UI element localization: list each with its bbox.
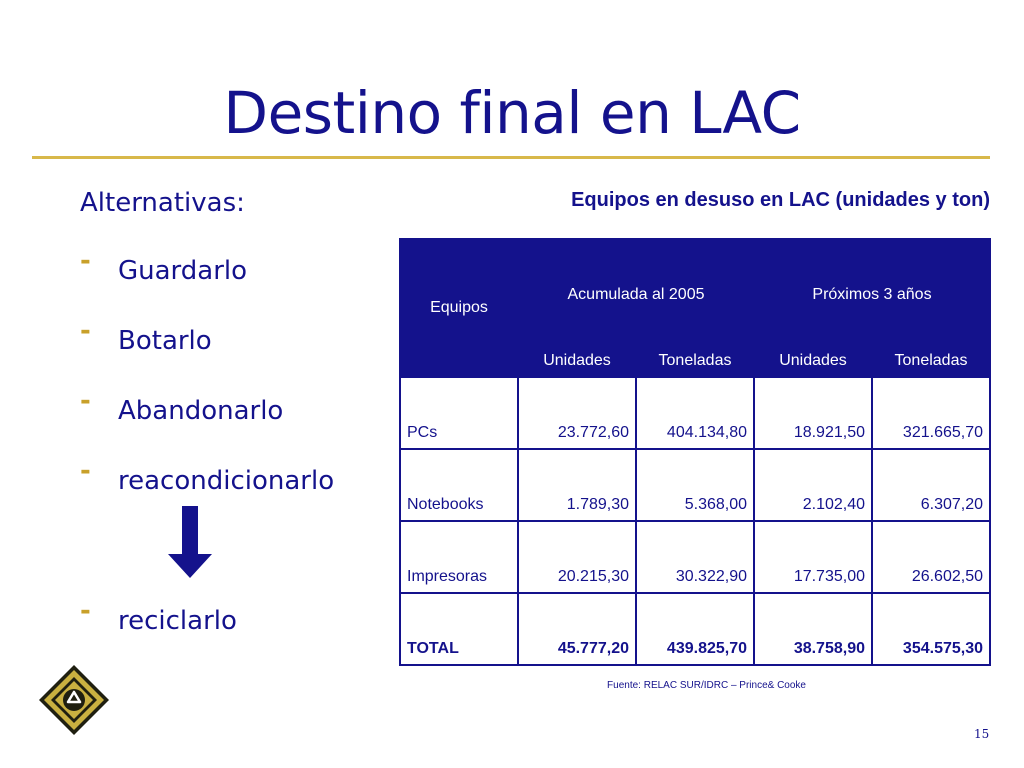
table-row: [400, 377, 990, 449]
devices-table: [399, 238, 991, 666]
table-row: [400, 521, 990, 593]
bullet-text: Botarlo: [118, 326, 212, 356]
header-equipos: Equipos: [400, 239, 518, 377]
slide-title: Destino final en LAC: [223, 79, 801, 147]
bullet-dash: -: [80, 316, 91, 346]
cell-value: 26.602,50: [872, 521, 990, 593]
header-toneladas: Toneladas: [636, 305, 754, 377]
bullet-item: [80, 596, 237, 636]
bullet-text: Guardarlo: [118, 256, 248, 286]
title-divider: [32, 156, 990, 159]
row-name: TOTAL: [400, 593, 518, 665]
cell-value: 439.825,70: [636, 593, 754, 665]
bullet-dash: -: [80, 456, 91, 486]
page-number: 15: [974, 727, 990, 741]
header-unidades: Unidades: [518, 305, 636, 377]
row-name: Notebooks: [400, 449, 518, 521]
cell-value: 354.575,30: [872, 593, 990, 665]
cell-value: 30.322,90: [636, 521, 754, 593]
cell-value: 321.665,70: [872, 377, 990, 449]
cell-value: 5.368,00: [636, 449, 754, 521]
row-name: Impresoras: [400, 521, 518, 593]
cell-value: 38.758,90: [754, 593, 872, 665]
cell-value: 404.134,80: [636, 377, 754, 449]
bullet-dash: -: [80, 596, 91, 626]
table-row: [400, 449, 990, 521]
bullet-item: [80, 386, 284, 426]
header-proximos: Próximos 3 años: [754, 239, 990, 305]
source-note: Fuente: RELAC SUR/IDRC – Prince& Cooke: [607, 680, 806, 691]
alternatives-label: Alternativas:: [80, 188, 245, 218]
table-caption: Equipos en desuso en LAC (unidades y ton): [571, 189, 990, 211]
cell-value: 45.777,20: [518, 593, 636, 665]
cell-value: 20.215,30: [518, 521, 636, 593]
row-name: PCs: [400, 377, 518, 449]
bullet-text: reciclarlo: [118, 606, 237, 636]
bullet-dash: -: [80, 246, 91, 276]
cell-value: 6.307,20: [872, 449, 990, 521]
cell-value: 23.772,60: [518, 377, 636, 449]
header-toneladas: Toneladas: [872, 305, 990, 377]
header-acumulada: Acumulada al 2005: [518, 239, 754, 305]
cell-value: 17.735,00: [754, 521, 872, 593]
bullet-item: [80, 456, 335, 496]
cell-value: 2.102,40: [754, 449, 872, 521]
header-unidades: Unidades: [754, 305, 872, 377]
cell-value: 1.789,30: [518, 449, 636, 521]
cell-value: 18.921,50: [754, 377, 872, 449]
recycle-diamond-logo: [38, 664, 110, 736]
down-arrow-icon: [168, 506, 212, 578]
bullet-item: [80, 316, 212, 356]
bullet-text: Abandonarlo: [118, 396, 284, 426]
bullet-text: reacondicionarlo: [118, 466, 335, 496]
bullet-item: [80, 246, 248, 286]
bullet-dash: -: [80, 386, 91, 416]
table-total-row: [400, 593, 990, 665]
